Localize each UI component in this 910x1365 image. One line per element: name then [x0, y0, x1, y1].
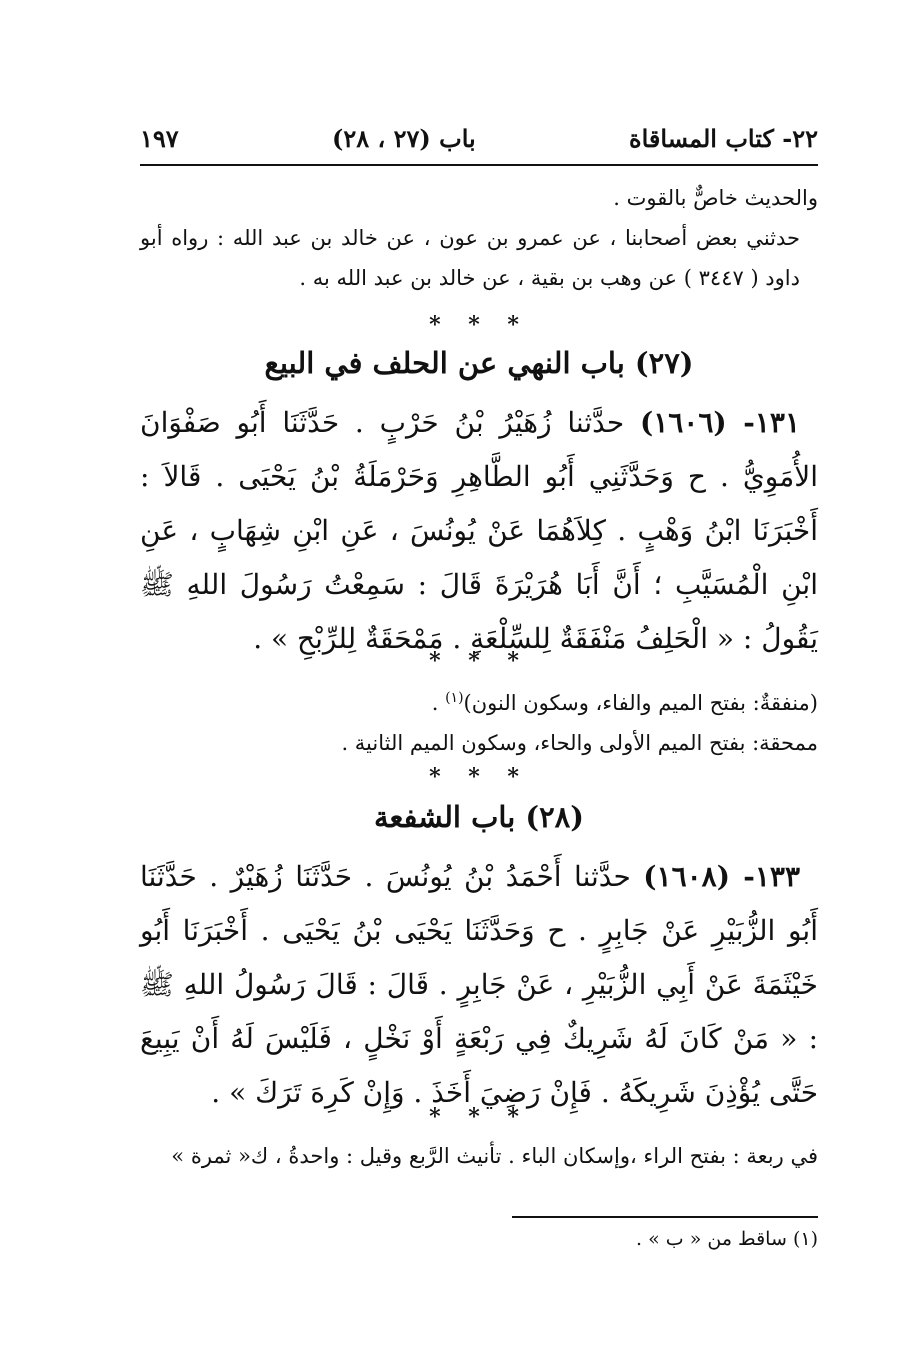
chapter-28-heading: (٢٨) باب الشفعة	[374, 800, 584, 834]
chapter-27-heading: (٢٧) باب النهي عن الحلف في البيع	[264, 346, 694, 380]
footnote-marker: (١)	[792, 1228, 818, 1250]
chapter-28-note: في ربعة : بفتح الراء ،وإسكان الباء . تأنيث الرَّبع وقيل : واحدةُ ، ك« ثمرة »	[171, 1144, 818, 1168]
chapter-title: ٢٢- كتاب المساقاة	[629, 123, 818, 153]
hadith-text: حدَّثنا أَحْمَدُ بْنُ يُونُسَ . حَدَّثَنَا زُهَيْرٌ . حَدَّثَنَا أَبُو الزُّبَيْرِ عَنْ جَابِرٍ . ح وَحَدَّثَنَا يَحْيَى بْنُ يَحْيَى . أَخْبَرَنَا أَبُو خَيْثَمَةَ عَنْ أَبِي الزُّبَيْرِ ، عَنْ جَابِرٍ . قَالَ : قَالَ رَسُولُ اللهِ ﷺ : « مَنْ كَانَ لَهُ شَرِيكٌ فِي رَبْعَةٍ أَوْ نَخْلٍ ، فَلَيْسَ لَهُ أَنْ يَبِيعَ حَتَّى يُؤْذِنَ شَرِيكَهُ . فَإِنْ رَضِيَ أَخَذَ . وَإِنْ كَرِهَ تَرَكَ » .	[140, 860, 818, 1109]
note-text: (منفقةٌ: بفتح الميم والفاء، وسكون النون)	[463, 691, 818, 715]
hadith-number: ١٣٣- (١٦٠٨)	[643, 860, 801, 893]
intro-line: والحديث خاصٌّ بالقوت .	[613, 186, 818, 210]
separator-stars: * * *	[429, 1104, 529, 1130]
section-title: باب (٢٧ ، ٢٨)	[332, 123, 476, 153]
intro-text	[140, 178, 818, 298]
hadith-131	[140, 396, 818, 666]
intro-paragraph: حدثني بعض أصحابنا ، عن عمرو بن عون ، عن خالد بن عبد الله : رواه أبو داود ( ٣٤٤٧ ) عن وهب بن بقية ، عن خالد بن عبد الله به .	[140, 226, 800, 290]
footnote	[140, 1224, 818, 1254]
hadith-text: حدَّثنا زُهَيْرُ بْنُ حَرْبٍ . حَدَّثَنَا أَبُو صَفْوَانَ الأُمَوِيُّ . ح وَحَدَّثَنِي أَبُو الطَّاهِرِ وَحَرْمَلَةُ بْنُ يَحْيَى . قَالاَ : أَخْبَرَنَا ابْنُ وَهْبٍ . كِلاَهُمَا عَنْ يُونُسَ ، عَنِ ابْنِ شِهَابٍ ، عَنِ ابْنِ الْمُسَيَّبِ ؛ أَنَّ أَبَا هُرَيْرَةَ قَالَ : سَمِعْتُ رَسُولَ اللهِ ﷺ يَقُولُ : « الْحَلِفُ مَنْفَقَةٌ لِلسِّلْعَةِ . مَمْحَقَةٌ لِلرِّبْحِ » .	[140, 406, 818, 655]
separator-stars: * * *	[429, 648, 529, 674]
footnote-rule	[512, 1216, 818, 1218]
separator-stars: * * *	[429, 764, 529, 790]
footnote-text: ساقط من « ب » .	[636, 1228, 787, 1250]
footnote-reference: (١)	[445, 690, 464, 706]
chapter-27-notes	[140, 678, 818, 763]
hadith-number: ١٣١- (١٦٠٦)	[639, 406, 800, 439]
page-header	[140, 118, 818, 158]
header-rule	[140, 164, 818, 166]
note-line: ممحقة: بفتح الميم الأولى والحاء، وسكون الميم الثانية .	[341, 731, 818, 755]
hadith-133	[140, 850, 818, 1120]
note-line	[140, 678, 818, 723]
page-number: ١٩٧	[140, 123, 179, 153]
separator-stars: * * *	[429, 312, 529, 338]
note-end: .	[431, 691, 439, 715]
